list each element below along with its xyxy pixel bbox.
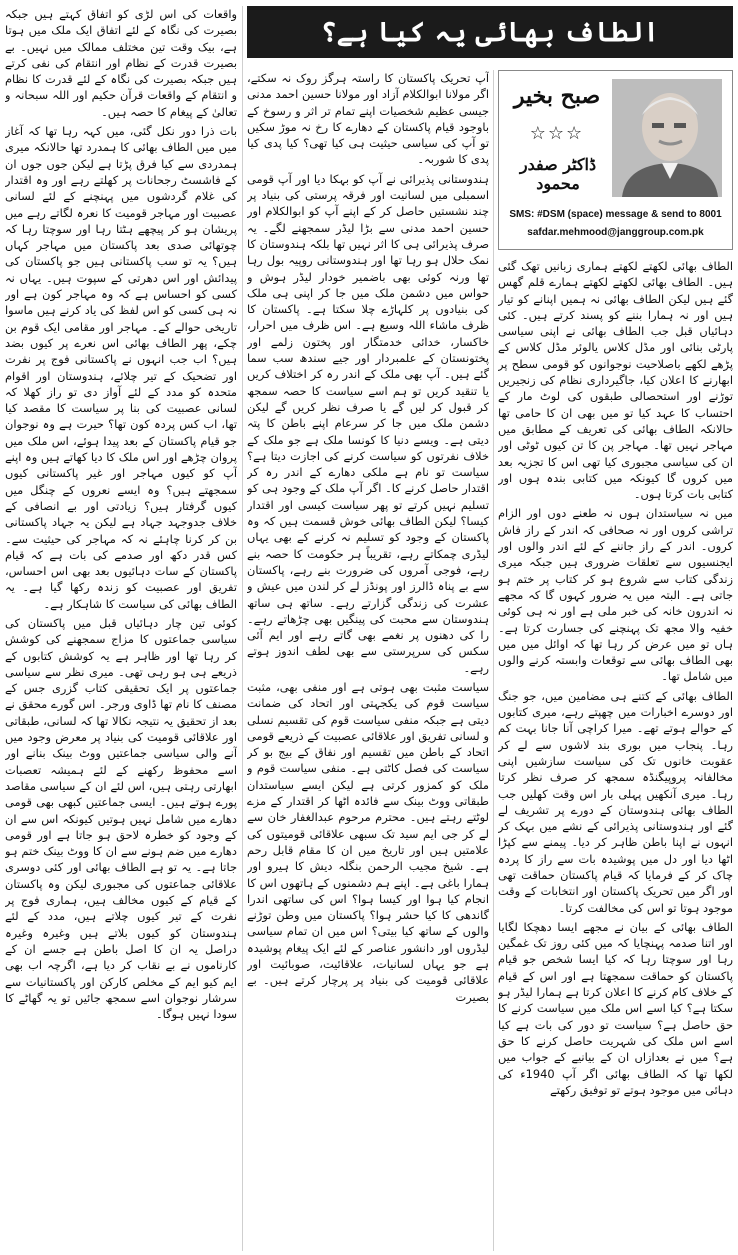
author-byline-box bbox=[498, 70, 733, 250]
paragraph: بات ذرا دور نکل گئی، میں کہہ رہا تھا کہ آغاز میں میں الطاف بھائی کا ہمدرد تھا حالانکہ میری ہمدردی سے کیا فرق پڑتا ہے لیکن جوں جوں ان کے فاشسٹ رجحانات پر کھلتے رہے اور وہ اقتدار کی غلام گردشوں میں پہنچنے کے لئے لسانی عصبیت اور مہاجر قومیت کا نعرہ لگاتے رہے میں پریشان ہو کر پیچھے ہٹتا رہا اور سوچتا رہا کہ چوتھائی صدی بعد پاکستان میں مہاجر کہاں ہیں؟ یہ تو سب پاکستانی ہیں جو پاکستان کی پیدائش اور اس دھرتی کے سپوت ہیں۔ یہاں نہ کسی کو احساس ہے کہ وہ مہاجر کون ہے اور نہ ہی کسی کو اس لفظ کی یاد کرنے ہیں ماسوا تاریخی حوالے کے۔ مہاجر اور مقامی ایک قوم بن چکے، پھر الطاف بھائی اس نعرے پر کیوں بضد ہیں؟ اب جب انہوں نے پاکستانی فوج پر نفرت اور تضحیک کے تیر چلائے، ہندوستان اور اقوام متحدہ کو مدد کے لئے آواز دی تو راز کھلا کہ لسانی عصبیت کی بنا پر سیاست کا مقصد کیا تھا، اب کس پردہ کون تھا؟ حیرت ہے وہ نوجوان جو قیام پاکستان کے بعد پیدا ہوئے، اس ملک میں پروان چڑھے اور اس ملک کا دیا کھاتے ہیں وہ اپنے آپ کو کیوں مہاجر اور غیر پاکستانی کیوں سمجھتے ہیں؟ وہ ایسے نعروں کے چنگل میں کیوں گرفتار ہیں؟ زیادتی اور بے انصافی کے خلاف جدوجہد جہاد ہے لیکن یہ جہاد پاکستانی بن کر کرنا چاہئے نہ کہ مہاجر کی حیثیت سے۔ کس قدر دکھ اور صدمے کی بات ہے کہ قیام پاکستان کے سات دہائیوں بعد بھی اس احساس، تفریق اور عصبیت کو زندہ رکھا گیا ہے۔ یہ الطاف بھائی کی سیاست کا شاہکار ہے۔ bbox=[5, 124, 237, 611]
paragraph: آپ تحریک پاکستان کا راستہ ہرگز روک نہ سکتے، اگر مولانا ابوالکلام آزاد اور مولانا حسین احمد مدنی جیسی عظیم شخصیات اپنے تمام تر اثر و رسوخ کے باوجود قیام پاکستان کے دھارے کا رخ نہ موڑ سکیں تو آپ کی سیاسی حیثیت ہی کیا تھی؟ کیا پدی کیا پدی کا شوربہ۔ bbox=[247, 71, 489, 167]
paragraph: الطاف بھائی کے کتنے ہی مضامین میں، جو جنگ اور دوسرے اخبارات میں چھپتے رہے، میری کتابوں کے حوالے ہوتے تھے۔ میرا کراچی آنا جانا بہت کم رہا۔ پنجاب میں بوری بند لاشوں سے لے کر عقوبت خانوں تک کی سیاست سازشیں اپنی مخالفانہ پروپیگنڈہ سمجھ کر صرف نظر کرتا رہا۔ میری آنکھیں پہلی بار اس وقت کھلیں جب الطاف بھائی ہندوستان کے دورے پر تشریف لے گئے اور ہندوستانی پذیرائی کے نشے میں بہک کر انہوں نے اپنا باطن ظاہر کر دیا۔ پیمنے سے کپڑا اٹھا دیا اور دل میں پوشیدہ بات سے راز کا پردہ چاک کر کے فرمایا کہ قیام پاکستان حماقت تھی اور اگر میں تحریک پاکستان اور انتخابات کے وقت موجود ہوتا تو اس کی مخالفت کرتا۔ bbox=[498, 688, 733, 915]
column-name: صبح بخیر bbox=[513, 83, 601, 109]
author-photo bbox=[612, 79, 722, 197]
paragraph: سیاست مثبت بھی ہوتی ہے اور منفی بھی، مثبت سیاست قوم کی یکجہتی اور اتحاد کی ضمانت دیتی ہے جبکہ منفی سیاست قوم کی تقسیم نسلی و لسانی تفریق اور علاقائی عصبیت کے ذریعے قومی اتحاد کے باطن میں تقسیم اور نفاق کے بیج بو کر سیاست کی فصل کاٹتی ہے۔ منفی سیاست قوم و ملک کو کمزور کرتی ہے لیکن ایسے سیاستدان طبقاتی ووٹ بینک سے فائدہ اٹھا کر اقتدار کے مزے لوٹتے رہتے ہیں۔ محترم مرحوم عبدالغفار خان سے لے کر جی ایم سید تک سبھی علاقائی قومیتوں کی علامتیں ہیں اور تاریخ میں ان کا مقام قابل رحم ہے۔ شیخ مجیب الرحمن بنگلہ دیش کا ہیرو اور ہمارا باغی ہے۔ اپنے ہم دشمنوں کے ہاتھوں اس کا انجام کیا ہوا اور کیسا ہوا؟ اس کی ساتھی اندرا گاندھی کا کیا حشر ہوا؟ پاکستان میں وطن توڑنے والوں کے ساتھ کیا بیتی؟ اس میں ان تمام سیاسی لیڈروں اور دانشور عناصر کے لئے ایک پیغام پوشیدہ ہے جو یہاں لسانیات، علاقائیت، صوبائیت اور علاقائی قومیت کی بنیاد پر پرچار کرتے ہیں۔ بے بصیرت bbox=[247, 679, 489, 1004]
paragraph: واقعات کی اس لڑی کو اتفاق کہتے ہیں جبکہ بصیرت کی نگاہ کے لئے اتفاق ایک ملک میں ہوتا ہے، بیک وقت تین مختلف ممالک میں نہیں۔ بے بصیرت قدرت کے نظام اور انتقام کی نفی کرتے ہیں جبکہ بصیرت کی نگاہ کے لئے قدرت کا نظام و انتقام کے واقعات قرآن حکیم اور اللہ سبحانہ و تعالیٰ کے پیغام کا حصہ ہیں۔ bbox=[5, 7, 237, 119]
paragraph: ہندوستانی پذیرائی نے آپ کو بہکا دیا اور آپ قومی اسمبلی میں لسانیت اور فرقہ پرستی کی بنیاد پر چند نشستیں حاصل کر کے اپنے آپ کو ابوالکلام اور حسین احمد مدنی سے بڑا لیڈر سمجھنے لگے۔ یہ صرف پذیرائی ہی کا اثر نہیں تھا بلکہ ہندوستان کا نمک حلال ہو رہا تھا اور ہندوستانی روپیہ بول رہا تھا ورنہ کوئی بھی باضمیر خودار لیڈر ہوش و حواس میں دشمن ملک میں جا کر اپنی ہی ملک کی بنیادوں پر کلہاڑے چلا سکتا ہے۔ پاکستان کا ظرف ماشاء اللہ وسیع ہے۔ اس ظرف میں احرار، خاکسار، خدائی خدمتگار اور پختون زلمے اور پختونستان کے علمبردار اور جیے سندھ سب سما گئے ہیں۔ آپ بھی ملک کے اندر رہ کر اختلاف کریں یا تنقید کریں تو ہم اسے سیاست کا حصہ سمجھ کر قبول کر لیں گے یا صرف نظر کریں گے لیکن دشمن ملک میں جا کر سرعام اپنے باطن کا پتہ دیتی ہے۔ ویسے دنیا کا کونسا ملک ہے جو ملک کے خلاف نفرتوں کو سیاست کرنے کی اجازت دیتا ہے؟ سیاست تو نام ہے ملکی دھارے کے اندر رہ کر اقتدار حاصل کرنے کا۔ اگر آپ ملک کے وجود ہی کو تسلیم نہیں کرتے تو پھر سیاست کیسی اور اقتدار کیسا؟ لیکن الطاف بھائی خوش قسمت ہیں کہ وہ پاکستان کے وجود کو تسلیم نہ کرنے کے بھی یہاں لیڈری چمکاتے رہے، تقریباً ہر حکومت کا حصہ بنے رہے، فوجی آمروں کی ضرورت بنے رہے، پاکستان سے بے پناہ ڈالرز اور پونڈز لے کر لندن میں عیش و عشرت کی زندگی گزارتے رہے۔ ساتھ ہی ساتھ ہندوستان سے محبت کی پینگیں بھی چڑھاتے رہے۔ را کی دھنوں پر نغمے بھی گاتے رہے اور ایم آئی سکس کی سرپرستی سے بھی لطف اندوز ہوتے رہے۔ bbox=[247, 171, 489, 675]
author-name: ڈاکٹر صفدر محمود bbox=[519, 155, 597, 193]
paragraph: میں نہ سیاستدان ہوں نہ طعنے دوں اور الزام تراشی کروں اور نہ صحافی کہ اندر کے راز فاش کروں۔ اندر کے راز جاننے کے لئے اندر والوں اور ایجنسیوں سے تعلقات ضروری ہیں جبکہ میری زندگی کتاب سے شروع ہو کر کتاب پر ختم ہو جاتی ہے۔ البتہ میں یہ ضرور کہوں گا کہ مجھے نہ اندرون خانہ کی خبر ملی ہے اور نہ ہی کوئی خفیہ والا مجھ تک پہنچنے کی جسارت کرتا ہے۔ ہاں تو میں عرض کر رہا تھا کہ اوائل میں میں بھی الطاف بھائی سے توقعات وابستہ کرنے والوں میں شامل تھا۔ bbox=[498, 506, 733, 684]
article-column-left bbox=[5, 6, 237, 1251]
column-divider bbox=[493, 70, 494, 1251]
email-contact: safdar.mehmood@janggroup.com.pk bbox=[527, 227, 704, 238]
paragraph: کوئی تین چار دہائیاں قبل میں پاکستان کی سیاسی جماعتوں کا مزاج سمجھنے کی کوشش کر رہا تھا اور ظاہر ہے یہ کوشش کتابوں کے ذریعے ہی ہو رہی تھی۔ میری نظر سے سیاسی جماعتوں پر ایک تحقیقی کتاب گزری جس کے مصنف کا نام تھا ڈاوی ورجر۔ اس گورے محقق نے بعد از تحقیق یہ نتیجہ نکالا تھا کہ لسانی، طبقاتی اور علاقائی قومیت کی بنیاد پر معرض وجود میں آنے والی سیاسی جماعتیں ووٹ بینک بنانے اور اسے محفوظ رکھنے کے لئے ہمیشہ تعصبات ابھارتی رہتی ہیں، اس لئے ان کے سیاسی مقاصد پورے ہوتے ہیں۔ ایسی جماعتیں کبھی بھی قومی دھارے میں شامل نہیں ہوتیں کیونکہ اس سے ان کے وجود کو خطرہ لاحق ہو جاتا ہے اور قومی دھارے میں ضم ہونے سے ان کا ووٹ بینک ختم ہو جاتا ہے۔ یہ تو ہے الطاف بھائی اور کئی دوسری علاقائی جماعتوں کی مجبوری لیکن وہ پاکستان کے قیام کے کیوں مخالف ہیں، ہماری فوج پر نفرت کے تیر کیوں چلاتے ہیں، مدد کے لئے ہندوستان کو کیوں بلاتے ہیں وغیرہ وغیرہ دراصل یہ ان کا اصل باطن ہے جسے ان کے کارناموں نے بے نقاب کر دیا ہے، اگرچہ اب بھی ایم کیو ایم کے مخلص کارکن اور پاکستانیات سے سرشار نوجوان اسے سمجھ جائیں تو یہ گھاٹے کا سودا نہیں ہوگا۔ bbox=[5, 615, 237, 1022]
article-column-right bbox=[498, 258, 733, 1251]
sms-contact: SMS: #DSM (space) message & send to 8001 bbox=[509, 209, 722, 220]
article-title-banner bbox=[247, 6, 733, 58]
article-title: الطاف بھائی یہ کیا ہے؟ bbox=[320, 16, 660, 48]
column-divider bbox=[242, 6, 243, 1251]
star-ornament: ☆☆☆ bbox=[529, 123, 585, 144]
author-portrait-image bbox=[612, 79, 722, 197]
paragraph: الطاف بھائی لکھتے لکھتے ہماری زبانیں تھک گئی ہیں۔ الطاف بھائی لکھتے لکھتے ہمارے قلم گھس گئے ہیں لیکن الطاف بھائی نہ ہمیں اپنانے کو تیار ہیں اور نہ ہمارا بننے کو پسند کرتے ہیں۔ کئی دہائیاں قبل جب الطاف بھائی نے اپنی سیاسی پارٹی بنائی اور مڈل کلاس یالوئر مڈل کلاس کے پڑھے لکھے باصلاحیت نوجوانوں کو قومی سطح پر ابھارنے کا اعلان کیا، جاگیرداری نظام کی زنجیریں توڑنے اور استحصالی طبقوں کی لوٹ مار کے احتساب کا عہد کیا تو میں بھی ان کا حامی تھا حالانکہ الطاف بھائی کی تعریف کے مطابق میں مہاجر نہیں تھا۔ مہاجر پن کا تن کیوں ٹوٹی اور ان کی سیاسی مجبوری کیا تھی اس کا تجزیہ بعد میں کروں گا کیونکہ میں کتابی بندہ ہوں اور کتابی بات کرتا ہوں۔ bbox=[498, 259, 733, 502]
article-column-middle bbox=[247, 70, 489, 1251]
paragraph: الطاف بھائی کے بیان نے مجھے ایسا دھچکا لگایا اور اتنا صدمہ پہنچایا کہ میں کئی روز تک غمگین رہا اور سوچتا رہا کہ کیا ایسا شخص جو قیام پاکستان کو حماقت سمجھتا ہے اور اس کے قیام کے خلاف کام کرنے کا اعلان کرتا ہے ہمارا لیڈر ہو سکتا ہے؟ کیا اسے اس ملک میں سیاست کرنے کا حق حاصل ہے؟ سیاست تو دور کی بات ہے کیا اسے اس ملک کی شہریت حاصل کرنے کا حق ہے؟ میں نے بعدازاں ان کے بیانیے کے جواب میں لکھا تھا کہ الطاف بھائی اگر آپ 1940ء کی دہائی میں موجود ہوتے تو توفیق رکھتے bbox=[498, 919, 733, 1097]
